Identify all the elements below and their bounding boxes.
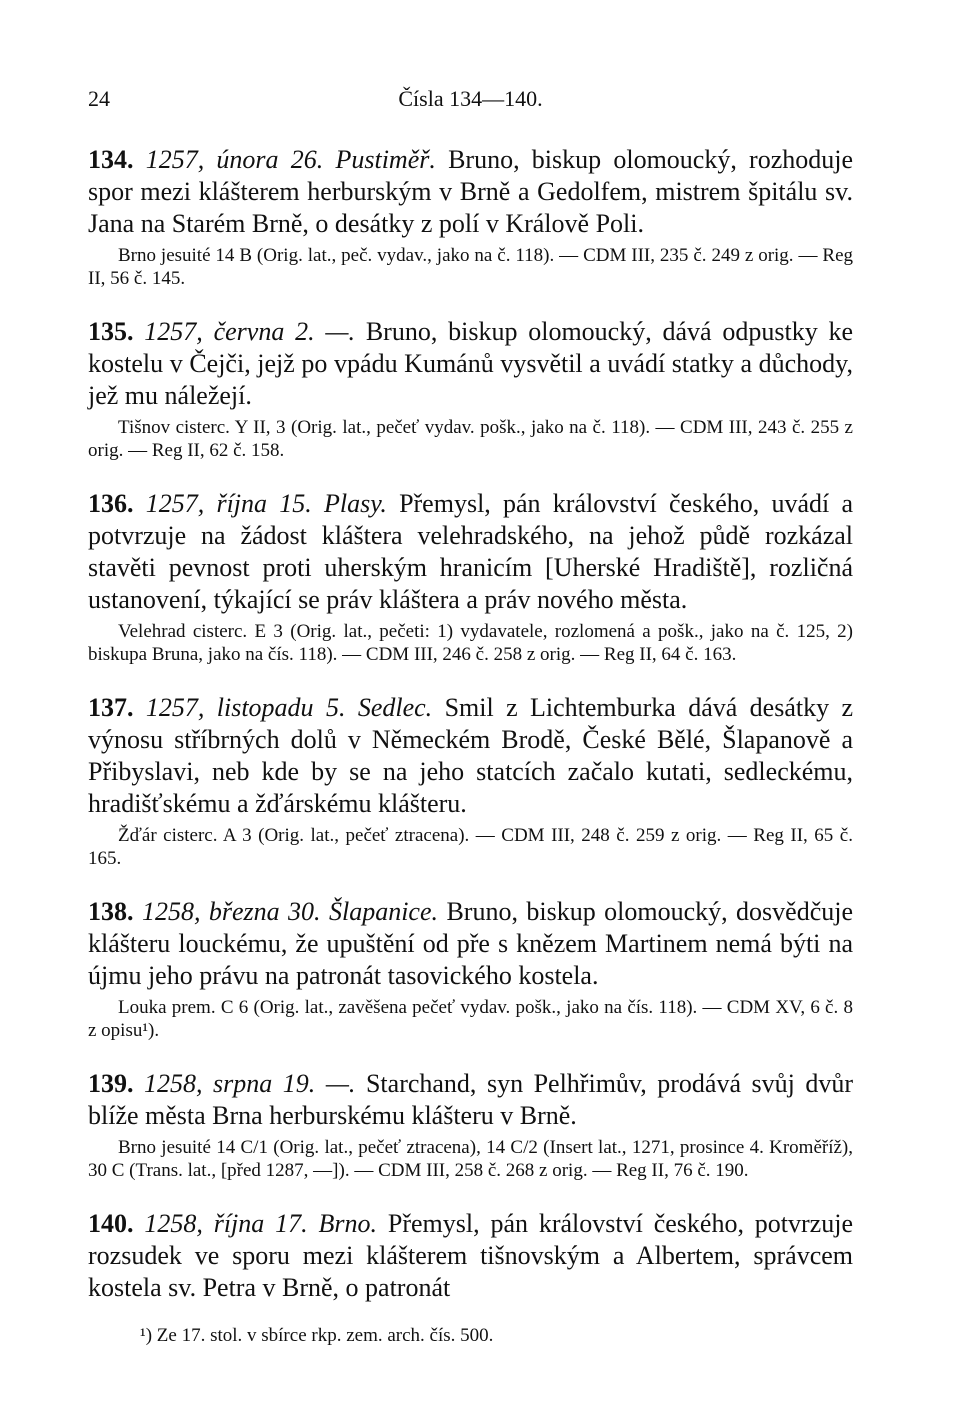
entry-number: 135. bbox=[88, 317, 134, 346]
entry-date: 1257, června 2. —. bbox=[144, 317, 356, 346]
entry-number: 140. bbox=[88, 1209, 134, 1238]
regest bbox=[88, 692, 853, 820]
entry-136 bbox=[88, 488, 853, 666]
entry-number: 134. bbox=[88, 145, 134, 174]
entry-date: 1257, února 26. Pustiměř. bbox=[145, 145, 436, 174]
entry-source: Louka prem. C 6 (Orig. lat., zavěšena pečeť vydav. pošk., jako na čís. 118). — CDM XV, 6 č. 8 z opisu¹). bbox=[88, 997, 853, 1041]
entry-date: 1258, března 30. Šlapanice. bbox=[141, 897, 439, 926]
entry-date: 1258, října 17. Brno. bbox=[144, 1209, 378, 1238]
entry-138 bbox=[88, 896, 853, 1042]
entry-number: 138. bbox=[88, 897, 134, 926]
running-head: Čísla 134—140. bbox=[398, 86, 543, 111]
regest bbox=[88, 1068, 853, 1132]
entry-date: 1257, listopadu 5. Sedlec. bbox=[145, 693, 433, 722]
entry-date: 1258, srpna 19. —. bbox=[144, 1069, 356, 1098]
page-number: 24 bbox=[88, 86, 110, 111]
entry-text: Bruno, biskup olomoucký, dosvědčuje klášteru louckému, že upuštění od pře s knězem Martinem nemá býti na újmu jeho právu na patronát tasovického kostela. bbox=[88, 897, 854, 990]
document-page bbox=[88, 78, 853, 1304]
entry-140 bbox=[88, 1208, 853, 1304]
entry-source: Tišnov cisterc. Y II, 3 (Orig. lat., pečeť vydav. pošk., jako na č. 118). — CDM III, 243 č. 255 z orig. — Reg II, 62 č. 158. bbox=[88, 417, 853, 461]
entry-text: Bruno, biskup olomoucký, dává odpustky ke kostelu v Čejči, jejž po vpádu Kumánů vysvětil a uvádí statky a důchody, jež mu náležejí. bbox=[88, 317, 854, 410]
entry-source: Žďár cisterc. A 3 (Orig. lat., pečeť ztracena). — CDM III, 248 č. 259 z orig. — Reg II, 65 č. 165. bbox=[88, 825, 853, 869]
regest bbox=[88, 896, 853, 992]
entry-text: Smil z Lichtemburka dává desátky z výnosu stříbrných dolů v Německém Brodě, České Bělé, Šlapanově a Přibyslavi, neb kde by se na jeho statcích začalo kutati, sedleckému, hradišťskému a žďárskému klášteru. bbox=[88, 693, 854, 818]
entry-source: Brno jesuité 14 C/1 (Orig. lat., pečeť ztracena), 14 C/2 (Insert lat., 1271, prosince 4. Kroměříž), 30 C (Trans. lat., [před 1287, —]). — CDM III, 258 č. 268 z orig. — Reg II, 76 č. 190. bbox=[88, 1137, 853, 1181]
entry-134 bbox=[88, 144, 853, 290]
page-header bbox=[88, 78, 853, 118]
entry-text: Přemysl, pán království českého, potvrzuje rozsudek ve sporu mezi klášterem tišnovským a Albertem, správcem kostela sv. Petra v Brně, o patronát bbox=[88, 1209, 853, 1302]
entry-139 bbox=[88, 1068, 853, 1182]
entry-number: 137. bbox=[88, 693, 134, 722]
regest bbox=[88, 144, 853, 240]
entry-text: Starchand, syn Pelhřimův, prodává svůj dvůr blíže města Brna herburskému klášteru v Brně. bbox=[88, 1069, 854, 1130]
entry-number: 136. bbox=[88, 489, 134, 518]
regest bbox=[88, 1208, 853, 1304]
entry-text: Přemysl, pán království českého, uvádí a potvrzuje na žádost kláštera velehradského, na jehož půdě rozkázal stavěti pevnost proti uherským hranicím [Uherské Hradiště], rozličná ustanovení, týkající se práv kláštera a práv nového města. bbox=[88, 489, 854, 614]
entry-text: Bruno, biskup olomoucký, rozhoduje spor mezi klášterem herburským v Brně a Gedolfem, mistrem špitálu sv. Jana na Starém Brně, o desátky z polí v Králově Poli. bbox=[88, 145, 854, 238]
footnote: ¹) Ze 17. stol. v sbírce rkp. zem. arch. čís. 500. bbox=[140, 1325, 494, 1346]
entry-source: Velehrad cisterc. E 3 (Orig. lat., pečeti: 1) vydavatele, rozlomená a pošk., jako na č. 125, 2) biskupa Bruna, jako na čís. 118). — CDM III, 246 č. 258 z orig. — Reg II, 64 č. 163. bbox=[88, 621, 853, 665]
entry-date: 1257, října 15. Plasy. bbox=[145, 489, 387, 518]
entry-135 bbox=[88, 316, 853, 462]
entry-137 bbox=[88, 692, 853, 870]
entry-source: Brno jesuité 14 B (Orig. lat., peč. vydav., jako na č. 118). — CDM III, 235 č. 249 z orig. — Reg II, 56 č. 145. bbox=[88, 245, 853, 289]
regest bbox=[88, 316, 853, 412]
entry-number: 139. bbox=[88, 1069, 134, 1098]
regest bbox=[88, 488, 853, 616]
